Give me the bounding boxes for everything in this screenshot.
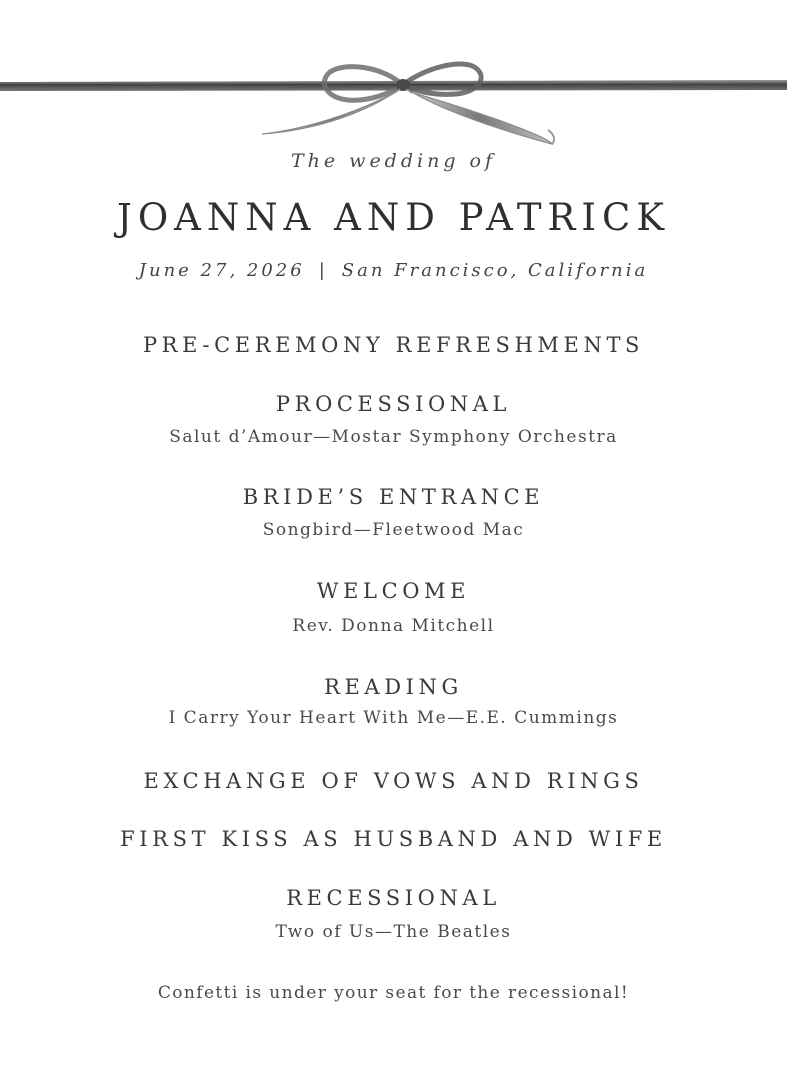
processional-detail: Salut d’Amour—Mostar Symphony Orchestra xyxy=(169,427,618,447)
closing-note: Confetti is under your seat for the recessional! xyxy=(157,983,630,1003)
program-item-reading: READING xyxy=(324,675,463,699)
program-item-processional: PROCESSIONAL xyxy=(275,392,512,416)
program-item-brides-entrance: BRIDE’S ENTRANCE xyxy=(242,485,545,509)
separator: | xyxy=(318,260,328,281)
recessional-detail: Two of Us—The Beatles xyxy=(275,922,512,942)
event-date: June 27, 2026 xyxy=(138,260,305,281)
program-item-recessional: RECESSIONAL xyxy=(286,886,501,910)
program-item-first-kiss: FIRST KISS AS HUSBAND AND WIFE xyxy=(120,827,667,851)
program-item-pre-ceremony: PRE-CEREMONY REFRESHMENTS xyxy=(142,333,645,357)
program-item-welcome: WELCOME xyxy=(316,579,471,603)
event-location: San Francisco, California xyxy=(341,260,649,281)
program-item-vows: EXCHANGE OF VOWS AND RINGS xyxy=(143,769,644,793)
reading-detail: I Carry Your Heart With Me—E.E. Cummings xyxy=(168,708,619,728)
intro-text: The wedding of xyxy=(290,150,496,172)
date-location-line xyxy=(0,260,787,281)
brides-entrance-detail: Songbird—Fleetwood Mac xyxy=(262,520,525,540)
couple-names: JOANNA AND PATRICK xyxy=(117,196,670,239)
welcome-detail: Rev. Donna Mitchell xyxy=(292,616,495,636)
ribbon-bow-icon xyxy=(0,60,787,155)
